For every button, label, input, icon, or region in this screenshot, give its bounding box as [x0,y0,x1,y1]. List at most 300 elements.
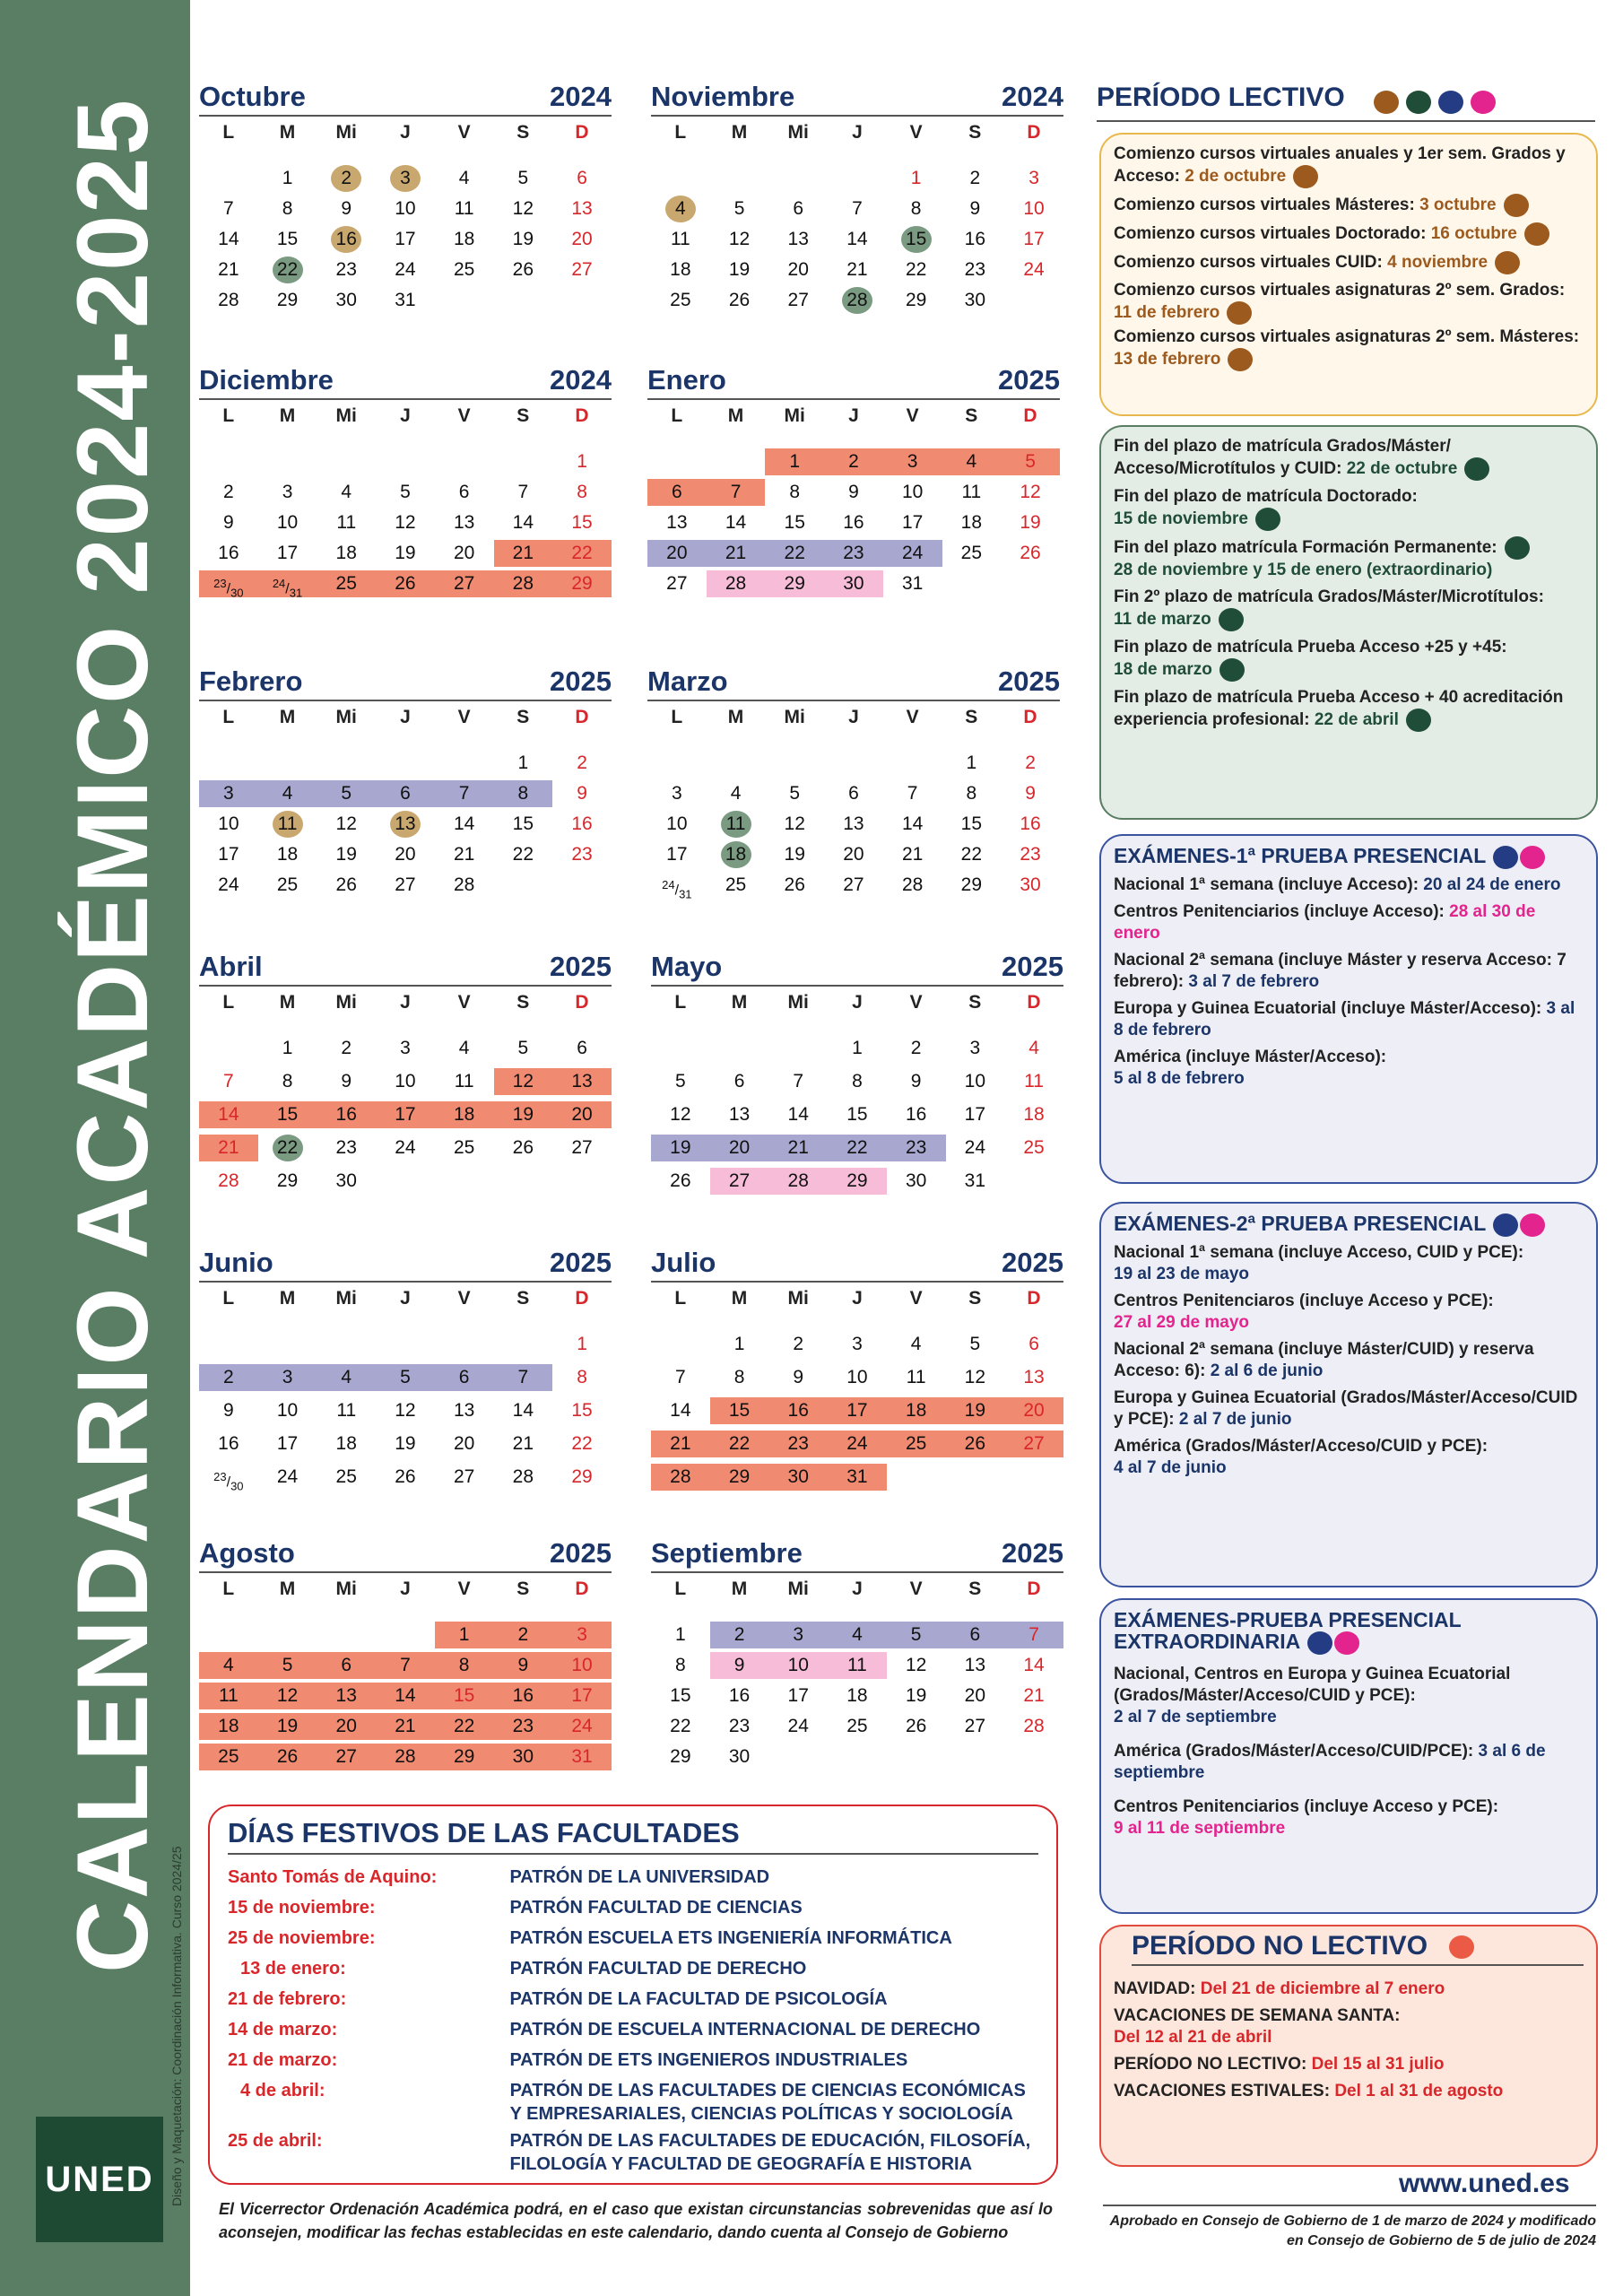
calendar-day: 11 [707,811,766,838]
calendar-day: 18 [846,1685,868,1706]
navy-dot-icon [1438,91,1463,114]
calendar-day: 31 [846,1466,868,1487]
calendar-day: 14 [218,1104,239,1125]
calendar-day: 10 [571,1655,593,1675]
calendar-day: 12 [276,1685,299,1706]
magenta-dot-icon [1334,1631,1359,1655]
weekday-label: S [516,707,530,727]
calendar-day: 10 [846,1367,868,1387]
calendar-day: 10 [276,1400,299,1421]
weekday-label: J [400,405,411,426]
weekday-header [651,122,1063,144]
green-dot-icon [1464,457,1489,481]
calendar-day: 19 [395,1433,416,1454]
calendar-day: 20 [395,844,416,865]
calendar-day: 22 [571,543,593,563]
weekday-header [199,992,612,1013]
weekday-label: L [674,992,687,1013]
calendar-day: 17 [276,1433,299,1454]
month-header [199,665,612,701]
month-name: Diciembre [199,364,334,396]
calendar-day: 30 [335,290,357,310]
weekday-label: L [222,992,235,1013]
calendar-day: 17 [901,512,924,533]
weekday-label: S [516,992,530,1013]
calendar-day: 7 [1028,1624,1039,1645]
calendar-day: 7 [517,1367,529,1387]
calendar-day: 21 [395,1716,416,1736]
weekday-label: L [674,1578,687,1599]
weekday-label: M [731,1288,748,1309]
lectivo-box-2: Fin del plazo de matrícula Grados/Máster/ Acceso/Microtítulos y CUID: 22 de octubre Fin del plazo de matrícula Doctorado: 15 de noviembre Fin del plazo matrícula Formación Permanente: 28 de noviembre y 15 de enero (extraordinario) Fin 2º plazo de matrícula Grados/Máster/Microtítulos: 11 de marzo Fin plazo de matrícula Prueba Acceso +25 y +45: 18 de marzo Fin plazo de matrícula Prueba Acceso + 40 acreditación experiencia profesional: 22 de abril [1099,425,1598,820]
weekday-label: M [279,122,296,143]
weekday-label: M [279,707,296,727]
calendar-day: 9 [733,1655,745,1675]
calendar-day: 19 [512,229,534,249]
calendar-day: 21 [725,543,747,563]
calendar-day: $^{23}/_{30}$ [213,577,244,600]
month-name: Enero [647,364,726,396]
calendar-day: 12 [1020,482,1041,502]
calendar-day: 18 [905,1400,927,1421]
calendar-day: 17 [1023,229,1045,249]
approval-note: Aprobado en Consejo de Gobierno de 1 de marzo de 2024 y modificado en Consejo de Gobierno de 5 de julio de 2024 [1103,2205,1596,2251]
weekday-label: V [906,707,919,727]
calendar-day: 28 [453,874,475,895]
calendar-day: 10 [395,1071,416,1091]
exam3-box: EXÁMENES-PRUEBA PRESENCIAL EXTRAORDINARIA Nacional, Centros en Europa y Guinea Ecuatorial (Grados/Máster/Acceso/CUID y PCE): 2 al 7 de septiembre América (Grados/Máster/Acceso/CUID/PCE): 3 al 6 de septiembre Centros Penitenciarios (incluye Acceso y PCE): 9 al 11 de septiembre [1099,1598,1598,1914]
calendar-day: 27 [395,874,416,895]
calendar-day: 7 [223,1071,234,1091]
calendar-day: 19 [276,1716,299,1736]
calendar-day: 25 [453,259,475,280]
calendar-day: 20 [571,1104,593,1125]
calendar-day: 15 [784,512,805,533]
calendar-day: 18 [276,844,299,865]
calendar-day: 31 [964,1170,986,1191]
calendar-day: 13 [666,512,688,533]
calendar-day: 19 [905,1685,927,1706]
calendar-day: 8 [577,482,587,502]
calendar-day: 27 [787,290,809,310]
weekday-label: V [906,405,919,426]
brown-dot-icon [1504,194,1529,217]
calendar-day: 2 [317,165,376,192]
weekday-label: L [222,122,235,143]
calendar-day: 20 [1023,1400,1045,1421]
calendar-day: 3 [672,783,682,804]
calendar-day: 15 [276,1104,299,1125]
calendar-day: 24 [1023,259,1045,280]
weekday-label: J [400,1288,411,1309]
calendar-day: 12 [395,1400,416,1421]
calendar-day: 28 [218,290,239,310]
weekday-label: S [516,1288,530,1309]
festivo-date: 25 de noviembre: [228,1928,376,1948]
calendar-day: 13 [787,229,809,249]
calendar-day: 3 [577,1624,587,1645]
weekday-label: L [674,1288,687,1309]
calendar-day: 25 [846,1716,868,1736]
calendar-day: 29 [571,1466,593,1487]
calendar-day: 29 [571,573,593,594]
calendar-day: 1 [282,168,293,188]
month-year: 2025 [1002,951,1063,982]
calendar-day: 28 [1023,1716,1045,1736]
month-year: 2025 [550,1537,612,1569]
month-name: Octubre [199,81,306,112]
calendar-day: 23 [335,1137,357,1158]
month-febrero [199,665,612,895]
calendar-day: 28 [218,1170,239,1191]
weekday-header [647,405,1060,427]
calendar-day: 27 [843,874,864,895]
calendar-day: 12 [784,813,805,834]
weekday-label: D [575,1578,589,1599]
calendar-day: 23 [335,259,357,280]
weekday-label: J [848,707,859,727]
calendar-day: 26 [276,1746,299,1767]
calendar-day: 28 [787,1170,809,1191]
calendar-day: 29 [276,1170,299,1191]
calendar-day: 26 [512,1137,534,1158]
calendar-day: 22 [784,543,805,563]
calendar-day: 2 [910,1038,922,1058]
calendar-day: 28 [512,573,534,594]
calendar-day: 26 [1020,543,1041,563]
festivo-date: Santo Tomás de Aquino: [228,1867,438,1887]
weekday-label: L [671,707,683,727]
calendar-day: 10 [218,813,239,834]
calendar-day: 23 [905,1137,927,1158]
calendar-day: 25 [905,1433,927,1454]
month-diciembre [199,364,612,600]
weekday-label: D [1027,992,1041,1013]
lectivo-box-1: Comienzo cursos virtuales anuales y 1er sem. Grados y Acceso: 2 de octubre Comienzo cursos virtuales Másteres: 3 octubre Comienzo cursos virtuales Doctorado: 16 octubre Comienzo cursos virtuales CUID: 4 noviembre Comienzo cursos virtuales asignaturas 2º sem. Grados: 11 de febrero Comienzo cursos virtuales asignaturas 2º sem. Másteres: 13 de febrero [1099,133,1598,416]
festivo-date: 14 de marzo: [228,2020,338,2039]
calendar-day: 26 [784,874,805,895]
month-header [199,81,612,117]
calendar-day: 15 [728,1400,751,1421]
calendar-day: 9 [793,1367,804,1387]
calendar-day: 11 [670,229,690,249]
calendar-day: 5 [789,783,801,804]
weekday-label: D [1023,707,1037,727]
calendar-day: 21 [512,543,534,563]
calendar-day: 27 [571,259,593,280]
calendar-day: 8 [517,783,529,804]
weekday-label: V [457,1578,471,1599]
exam1-box: EXÁMENES-1ª PRUEBA PRESENCIAL Nacional 1ª semana (incluye Acceso): 20 al 24 de enero Centros Penitenciarios (incluye Acceso): 28 al 30 de enero Nacional 2ª semana (incluye Máster y reserva Acceso: 7 febrero): 3 al 7 de febrero Europa y Guinea Ecuatorial (incluye Máster/Acceso): 3 al 8 de febrero América (incluye Máster/Acceso): 5 al 8 de febrero [1099,834,1598,1184]
calendar-day: 22 [258,257,317,283]
calendar-day: 29 [905,290,927,310]
calendar-day: 24 [901,543,924,563]
website-link[interactable]: www.uned.es [1399,2169,1570,2198]
weekday-label: J [400,992,411,1013]
month-octubre [199,81,612,310]
calendar-day: 12 [905,1655,927,1675]
calendar-day: 30 [843,573,864,594]
calendar-day: 8 [852,1071,863,1091]
calendar-day: 23 [512,1716,534,1736]
calendar-day: 5 [282,1655,293,1675]
month-julio [651,1247,1063,1487]
calendar-day: 18 [453,1104,475,1125]
month-header [651,81,1063,117]
calendar-day: 16 [317,226,376,253]
calendar-day: 21 [453,844,475,865]
calendar-day: 29 [670,1746,691,1767]
calendar-day: 17 [395,229,416,249]
calendar-day: 23 [964,259,986,280]
calendar-day: 24 [218,874,239,895]
calendar-day: 26 [395,1466,416,1487]
calendar-day: 23 [571,844,593,865]
month-name: Abril [199,951,263,982]
calendar-day: 14 [453,813,475,834]
calendar-day: 8 [966,783,977,804]
weekday-label: D [1027,122,1041,143]
calendar-day: 4 [341,1367,352,1387]
calendar-day: 14 [512,1400,534,1421]
calendar-day: 7 [907,783,918,804]
calendar-day: 26 [964,1433,986,1454]
festivo-date: 4 de abril: [240,2081,325,2100]
weekday-label: J [400,1578,411,1599]
calendar-day: 25 [670,290,691,310]
weekday-header [199,1288,612,1309]
calendar-day: 2 [341,1038,352,1058]
calendar-day: 9 [848,482,859,502]
calendar-day: 5 [1025,451,1036,472]
calendar-day: 26 [728,290,751,310]
calendar-day: 1 [458,1624,470,1645]
weekday-label: Mi [335,992,357,1013]
month-name: Noviembre [651,81,795,112]
calendar-day: 26 [905,1716,927,1736]
calendar-day: 25 [1023,1137,1045,1158]
calendar-day: 27 [666,573,688,594]
green-dot-icon [1406,91,1431,114]
weekday-header [199,405,612,427]
calendar-day: 26 [512,259,534,280]
weekday-label: J [852,122,863,143]
weekday-label: L [222,707,235,727]
calendar-day: 23 [843,543,864,563]
festivo-row [228,2045,1038,2075]
weekday-label: S [968,1288,982,1309]
month-header [199,1247,612,1283]
brown-dot-icon [1374,91,1399,114]
calendar-day: 13 [571,1071,593,1091]
calendar-day: 22 [670,1716,691,1736]
calendar-day: $^{24}/_{31}$ [272,577,303,600]
calendar-day: 26 [670,1170,691,1191]
month-header [651,951,1063,987]
calendar-day: 24 [571,1716,593,1736]
weekday-label: Mi [787,1288,809,1309]
lectivo-title: PERÍODO LECTIVO [1097,83,1345,112]
calendar-day: 8 [577,1367,587,1387]
calendar-day: 15 [453,1685,475,1706]
calendar-day: 16 [218,1433,239,1454]
calendar-day: 14 [670,1400,691,1421]
calendar-day: 29 [453,1746,475,1767]
festivo-date: 21 de marzo: [228,2050,338,2070]
weekday-label: M [279,1288,296,1309]
weekday-header [199,122,612,144]
calendar-day: 18 [453,229,475,249]
calendar-day: 12 [512,1071,534,1091]
green-dot-icon [1219,658,1245,682]
magenta-dot-icon [1520,846,1545,869]
calendar-day: 9 [517,1655,529,1675]
calendar-day: 30 [964,290,986,310]
calendar-day: 11 [906,1367,926,1387]
calendar-day: 6 [577,168,587,188]
calendar-day: 28 [725,573,747,594]
festivo-patron: PATRÓN DE ETS INGENIEROS INDUSTRIALES [509,2050,908,2070]
calendar-day: 2 [517,1624,529,1645]
calendar-day: 6 [341,1655,352,1675]
calendar-day: 21 [1023,1685,1045,1706]
calendar-day: 29 [728,1466,751,1487]
calendar-day: 29 [784,573,805,594]
festivo-row [228,1953,1038,1984]
calendar-day: 10 [395,198,416,219]
calendar-day: 14 [901,813,924,834]
month-header [651,1537,1063,1573]
calendar-day: 12 [335,813,357,834]
month-name: Julio [651,1247,716,1278]
weekday-label: J [852,1578,863,1599]
calendar-day: 6 [672,482,682,502]
month-header [199,951,612,987]
calendar-day: 16 [571,813,593,834]
weekday-label: S [968,992,982,1013]
calendar-day: 25 [218,1746,239,1767]
month-name: Septiembre [651,1537,803,1569]
festivo-patron: PATRÓN DE ESCUELA INTERNACIONAL DE DERECHO [509,2020,981,2039]
calendar-day: 3 [400,1038,411,1058]
calendar-day: 8 [282,198,293,219]
calendar-day: 2 [577,752,587,773]
calendar-day: 20 [571,229,593,249]
festivo-date: 25 de abril: [228,2131,323,2151]
weekday-label: J [852,1288,863,1309]
brown-dot-icon [1293,165,1318,188]
weekday-header [199,707,612,728]
calendar-day: 2 [733,1624,745,1645]
festivo-patron: PATRÓN ESCUELA ETS INGENIERÍA INFORMÁTICA [509,1928,952,1948]
weekday-label: S [968,122,982,143]
calendar-day: 29 [846,1170,868,1191]
calendar-day: 11 [258,811,317,838]
calendar-day: 2 [223,1367,234,1387]
month-year: 2025 [550,951,612,982]
weekday-label: V [457,992,471,1013]
weekday-header [199,1578,612,1600]
festivo-patron: PATRÓN DE LAS FACULTADES DE CIENCIAS ECONÓMICAS Y EMPRESARIALES, CIENCIAS POLÍTICAS Y SOCIOLOGÍA [509,2081,1026,2124]
calendar-day: 9 [910,1071,922,1091]
calendar-day: 14 [512,512,534,533]
weekday-label: Mi [784,707,805,727]
calendar-day: 4 [458,1038,470,1058]
calendar-day: 5 [910,1624,922,1645]
weekday-label: M [727,707,744,727]
festivo-row [228,1862,1038,1892]
calendar-day: 9 [969,198,981,219]
calendar-day: 12 [512,198,534,219]
calendar-day: 6 [458,482,470,502]
calendar-day: 24 [964,1137,986,1158]
calendar-day: 18 [670,259,691,280]
calendar-day: 10 [901,482,924,502]
calendar-day: 18 [218,1716,239,1736]
calendar-day: 25 [453,1137,475,1158]
calendar-day: 23 [787,1433,809,1454]
calendar-day: 4 [651,196,710,222]
weekday-label: V [909,1578,923,1599]
weekday-label: M [731,1578,748,1599]
calendar-day: 20 [666,543,688,563]
green-dot-icon [1255,508,1280,531]
calendar-day: 30 [335,1170,357,1191]
calendar-day: 19 [728,259,751,280]
calendar-day: 5 [517,1038,529,1058]
calendar-day: 11 [218,1685,239,1706]
calendar-day: 7 [852,198,863,219]
navy-dot-icon [1493,846,1518,869]
weekday-header [651,992,1063,1013]
weekday-label: Mi [335,405,357,426]
calendar-day: 20 [787,259,809,280]
calendar-day: 18 [960,512,983,533]
month-header [647,665,1060,701]
weekday-label: J [848,405,859,426]
calendar-day: 13 [453,512,475,533]
month-year: 2025 [998,364,1060,396]
calendar-day: 2 [793,1334,804,1354]
calendar-day: 5 [341,783,352,804]
weekday-label: Mi [787,1578,809,1599]
calendar-day: 22 [571,1433,593,1454]
calendar-day: 19 [512,1104,534,1125]
red-dot-icon [1449,1935,1474,1959]
calendar-day: 20 [964,1685,986,1706]
calendar-day: 12 [728,229,751,249]
navy-dot-icon [1307,1631,1332,1655]
calendar-day: 13 [335,1685,357,1706]
calendar-day: 24 [276,1466,299,1487]
calendar-day: 12 [670,1104,691,1125]
weekday-label: Mi [787,992,809,1013]
calendar-day: 7 [730,482,742,502]
calendar-day: 22 [453,1716,475,1736]
calendar-day: 24 [846,1433,868,1454]
calendar-day: 30 [905,1170,927,1191]
calendar-day: 13 [571,198,593,219]
calendar-day: 21 [512,1433,534,1454]
calendar-day: 15 [670,1685,691,1706]
calendar-day: 20 [453,543,475,563]
green-dot-icon [1219,608,1244,631]
calendar-day: 21 [218,1137,239,1158]
calendar-day: 1 [789,451,801,472]
calendar-day: 14 [395,1685,416,1706]
calendar-day: 22 [728,1433,751,1454]
month-junio [199,1247,612,1493]
